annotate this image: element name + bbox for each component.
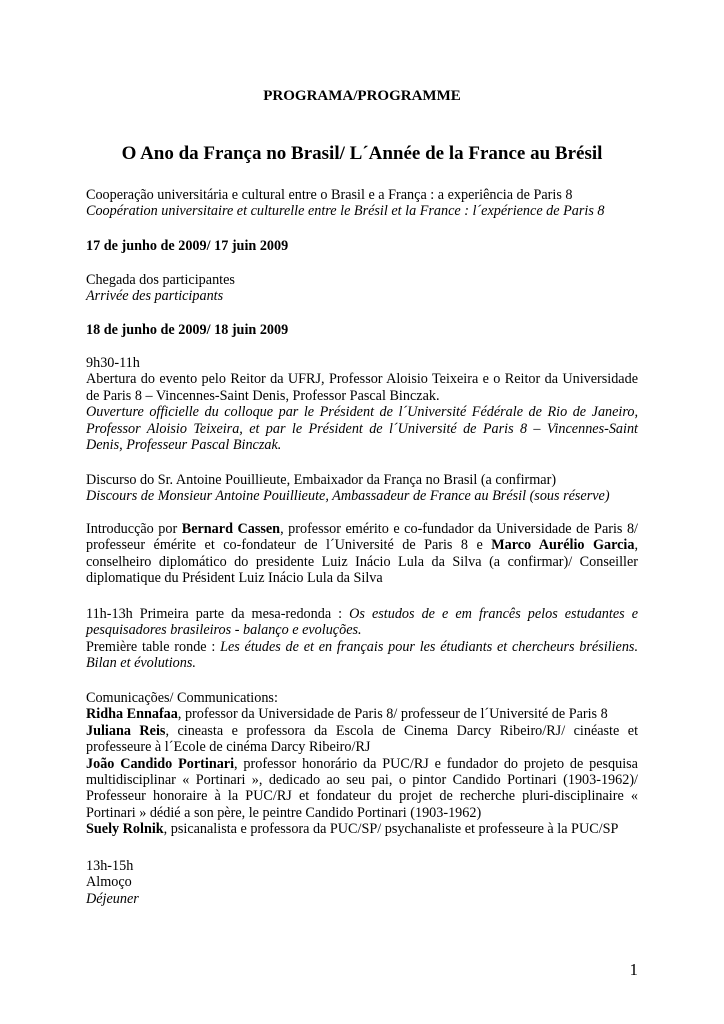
speaker-description: , psicanalista e professora da PUC/SP/ psychanaliste et professeure à la PUC/SP bbox=[163, 821, 619, 838]
day1-date: 17 de junho de 2009/ 17 juin 2009 bbox=[86, 238, 289, 254]
round-table bbox=[86, 606, 638, 672]
opening-fr: Ouverture officielle du colloque par le Président de l´Université Fédérale de Rio de Janeiro, Professor Aloisio Teixeira, et par le Président de l´Université de Paris 8 – Vincennes-Saint Denis, Professeur Pascal Binczak. bbox=[86, 404, 638, 454]
opening-pt: Abertura do evento pelo Reitor da UFRJ, Professor Aloisio Teixeira e o Reitor da Universidade de Paris 8 – Vincennes-Saint Denis, Professor Pascal Binczak. bbox=[86, 371, 638, 404]
speaker-item bbox=[86, 706, 638, 722]
round-table-pt-label: 11h-13h Primeira parte da mesa-redonda : bbox=[86, 606, 350, 622]
speaker-item bbox=[86, 723, 638, 756]
lunch-session bbox=[86, 858, 638, 907]
speaker-description: , professor honorário da PUC/RJ e fundador do projeto de pesquisa multidisciplinar « Portinari », dedicado ao seu pai, o pintor Candido Portinari (1903-1962)/ Professeur honoraire à la PUC/RJ et fondateur du projet de recherche pluri-disciplinaire « Portinari » dédié a son père, le peintre Candido Portinari (1903-1962) bbox=[86, 755, 638, 821]
arrival-pt: Chegada dos participantes bbox=[86, 272, 235, 288]
opening-time: 9h30-11h bbox=[86, 355, 140, 371]
intro-speaker-2: Marco Aurélio Garcia bbox=[491, 537, 635, 554]
introduction bbox=[86, 521, 638, 587]
day2-date: 18 de junho de 2009/ 18 juin 2009 bbox=[86, 322, 289, 338]
speaker-description: , professor da Universidade de Paris 8/ professeur de l´Université de Paris 8 bbox=[177, 706, 608, 723]
lunch-fr: Déjeuner bbox=[86, 890, 139, 907]
speaker-item bbox=[86, 756, 638, 822]
program-title: PROGRAMA/PROGRAMME bbox=[263, 88, 461, 104]
arrival-fr: Arrivée des participants bbox=[86, 288, 224, 305]
communications-section bbox=[86, 690, 638, 838]
speaker-item bbox=[86, 821, 638, 837]
lunch-pt: Almoço bbox=[86, 874, 132, 891]
page-number: 1 bbox=[629, 960, 638, 979]
round-table-pt-topic: Os estudos de e em francês pelos estudantes e pesquisadores brasileiros - balanço e evoluções. bbox=[86, 606, 638, 639]
communications-heading: Comunicações/ Communications: bbox=[86, 690, 278, 706]
lunch-time: 13h-15h bbox=[86, 858, 134, 874]
subtitle bbox=[86, 187, 638, 220]
speaker-name: João Candido Portinari bbox=[86, 755, 235, 772]
speech-pt: Discurso do Sr. Antoine Pouillieute, Embaixador da França no Brasil (a confirmar) bbox=[86, 472, 557, 488]
speaker-name: Suely Rolnik bbox=[86, 821, 164, 838]
intro-text-2: , professor emérito e co-fundador da Universidade de Paris 8/ professeur émérite et co-fondateur de l´Université de Paris 8 e bbox=[86, 521, 638, 554]
intro-text-1: Introducção por bbox=[86, 521, 182, 537]
speaker-description: , cineasta e professora da Escola de Cinema Darcy Ribeiro/RJ/ cinéaste et professeure à l´Ecole de cinéma Darcy Ribeiro/RJ bbox=[86, 722, 639, 756]
subtitle-pt: Cooperação universitária e cultural entre o Brasil e a França : a experiência de Paris 8 bbox=[86, 187, 573, 203]
day1-arrival bbox=[86, 272, 638, 305]
speaker-name: Juliana Reis bbox=[86, 722, 166, 739]
speaker-name: Ridha Ennafaa bbox=[86, 706, 178, 723]
intro-speaker-1: Bernard Cassen bbox=[181, 521, 281, 537]
subtitle-fr: Coopération universitaire et culturelle entre le Brésil et la France : l´expérience de Paris 8 bbox=[86, 203, 605, 220]
ambassador-speech bbox=[86, 472, 638, 505]
intro-text-3: , conselheiro diplomático do presidente Luiz Inácio Lula da Silva (a confirmar)/ Conseiller diplomatique du Président Luiz Inácio Lula da Silva bbox=[86, 537, 639, 587]
round-table-fr-label: Première table ronde : bbox=[86, 638, 221, 655]
event-title: O Ano da França no Brasil/ L´Année de la France au Brésil bbox=[121, 143, 603, 164]
opening-session bbox=[86, 355, 638, 453]
speech-fr: Discours de Monsieur Antoine Pouillieute, Ambassadeur de France au Brésil (sous réserve) bbox=[86, 488, 610, 505]
round-table-fr-topic: Les études de et en français pour les étudiants et chercheurs brésiliens. Bilan et évolutions. bbox=[86, 638, 638, 672]
